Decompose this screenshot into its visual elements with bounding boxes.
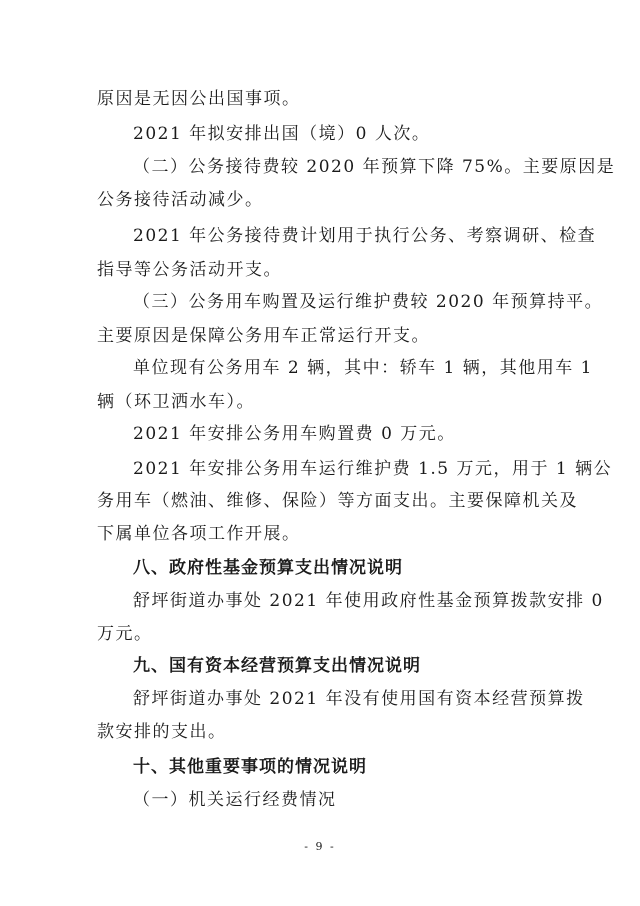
paragraph-line: 2021 年安排公务用车购置费 0 万元。	[133, 424, 456, 444]
paragraph-line: 公务接待活动减少。	[97, 190, 264, 210]
paragraph-line: 辆（环卫洒水车）。	[97, 392, 255, 412]
section-heading-8: 八、政府性基金预算支出情况说明	[133, 558, 403, 578]
paragraph-line: 2021 年安排公务用车运行维护费 1.5 万元，用于 1 辆公	[133, 459, 613, 479]
paragraph-line: （三）公务用车购置及运行维护费较 2020 年预算持平。	[133, 292, 604, 312]
paragraph-line: （二）公务接待费较 2020 年预算下降 75%。主要原因是	[133, 157, 616, 177]
section-heading-9: 九、国有资本经营预算支出情况说明	[133, 656, 421, 676]
page-number: - 9 -	[304, 840, 336, 853]
paragraph-line: 2021 年拟安排出国（境）0 人次。	[133, 124, 431, 144]
paragraph-line: 下属单位各项工作开展。	[97, 524, 301, 544]
paragraph-line: 单位现有公务用车 2 辆，其中：轿车 1 辆，其他用车 1	[133, 358, 593, 378]
subsection-heading: （一）机关运行经费情况	[133, 790, 337, 810]
paragraph-line: 万元。	[97, 624, 153, 644]
paragraph-line: 舒坪街道办事处 2021 年使用政府性基金预算拨款安排 0	[133, 591, 604, 611]
paragraph-line: 主要原因是保障公务用车正常运行开支。	[97, 326, 430, 346]
section-heading-10: 十、其他重要事项的情况说明	[133, 757, 367, 777]
paragraph-line: 务用车（燃油、维修、保险）等方面支出。主要保障机关及	[97, 491, 578, 511]
paragraph-line: 原因是无因公出国事项。	[97, 89, 301, 109]
paragraph-line: 2021 年公务接待费计划用于执行公务、考察调研、检查	[133, 226, 597, 246]
paragraph-line: 款安排的支出。	[97, 722, 227, 742]
paragraph-line: 舒坪街道办事处 2021 年没有使用国有资本经营预算拨	[133, 689, 585, 709]
paragraph-line: 指导等公务活动开支。	[97, 260, 282, 280]
